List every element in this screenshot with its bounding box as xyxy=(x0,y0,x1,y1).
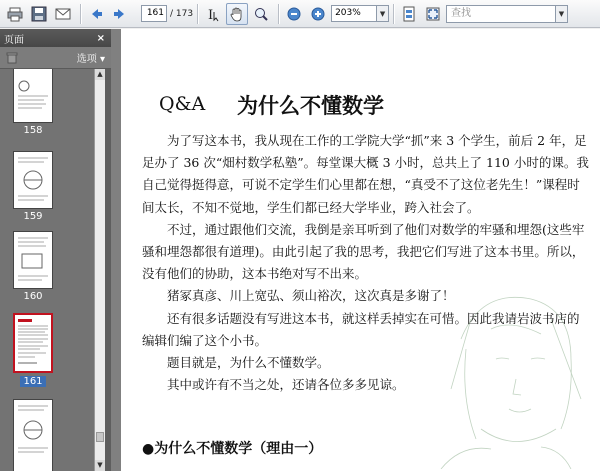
zoom-in-icon[interactable] xyxy=(307,3,329,25)
scroll-up-icon[interactable]: ▲ xyxy=(95,69,105,80)
page-heading: 为什么不懂数学 xyxy=(237,94,384,118)
scrollbar-thumb[interactable] xyxy=(96,432,104,442)
fit-page-icon[interactable] xyxy=(398,3,420,25)
scroll-down-icon[interactable]: ▼ xyxy=(95,460,105,471)
paragraph: 还有很多话题没有写进这本书，就这样丢掉实在可惜。因此我请岩波书店的编辑们编了这个小书。 xyxy=(142,310,580,348)
page-thumbnail-159[interactable] xyxy=(13,151,53,209)
page-thumbnail-160[interactable] xyxy=(13,231,53,289)
zoom-tool-icon[interactable] xyxy=(250,3,272,25)
toolbar-separator xyxy=(197,4,198,24)
close-icon[interactable]: × xyxy=(96,32,105,44)
zoom-level-field[interactable]: 203% xyxy=(331,5,377,22)
panel-header xyxy=(0,29,111,47)
page-total: / 173 xyxy=(170,8,194,19)
qa-label: Q&A xyxy=(159,93,206,115)
panel-title: 页面 xyxy=(4,34,24,46)
zoom-out-icon[interactable] xyxy=(283,3,305,25)
options-menu[interactable]: 选项 ▾ xyxy=(76,54,105,65)
paragraph: 题目就是，为什么不懂数学。 xyxy=(167,355,330,371)
next-page-icon[interactable] xyxy=(109,3,131,25)
text-select-icon[interactable] xyxy=(202,3,224,25)
paragraph: 为了写这本书，我从现在工作的工学院大学“抓”来 3 个学生，前后 2 年，足足办了 36 次“畑村数学私塾”。每堂课大概 3 小时，总共上了 110 小时的课。我自己觉得挺得意，可说不定学生们心里都在想，“真受不了这位老先生！”课程时间太长，不知不觉地，学生们都已经大学毕业，跨入社会了。 xyxy=(142,133,589,215)
hand-tool-icon[interactable] xyxy=(226,3,248,25)
print-icon[interactable] xyxy=(4,3,26,25)
full-screen-icon[interactable] xyxy=(422,3,444,25)
page-thumbnail-158[interactable] xyxy=(13,69,53,123)
paragraph: 猪冢真彦、川上宽弘、须山裕次，这次真是多谢了！ xyxy=(167,288,455,304)
toolbar-separator xyxy=(393,4,394,24)
thumbnail-list xyxy=(0,69,94,471)
pages-panel xyxy=(0,29,111,471)
page-thumbnail-161[interactable] xyxy=(13,313,53,373)
toolbar-separator xyxy=(278,4,279,24)
thumbnail-label-selected: 161 xyxy=(13,376,53,387)
toolbar-separator xyxy=(80,4,81,24)
previous-page-icon[interactable] xyxy=(85,3,107,25)
search-input[interactable]: 查找 xyxy=(446,5,556,23)
thumbnail-label: 158 xyxy=(23,125,43,136)
thumbnail-scrollbar[interactable] xyxy=(94,69,105,471)
pdf-page xyxy=(121,29,600,471)
thumbnail-label: 160 xyxy=(23,291,43,302)
email-icon[interactable] xyxy=(52,3,74,25)
trash-icon[interactable] xyxy=(6,52,18,64)
body-text xyxy=(142,130,590,396)
search-dropdown-icon[interactable]: ▼ xyxy=(556,5,568,23)
page-thumbnail-162[interactable] xyxy=(13,399,53,471)
save-icon[interactable] xyxy=(28,3,50,25)
svg-text:I: I xyxy=(208,7,214,22)
paragraph: 不过，通过跟他们交流，我倒是亲耳听到了他们对数学的牢骚和埋怨(这些牢骚和埋怨都很有道理)。由此引起了我的思考，我把它们写进了这本书里。所以，没有他们的协助，这本书绝对写不出来。 xyxy=(142,221,585,282)
section-heading: ●为什么不懂数学（理由一） xyxy=(142,441,323,457)
toolbar xyxy=(0,0,600,28)
document-view[interactable] xyxy=(111,29,600,471)
chevron-down-icon[interactable]: ▼ xyxy=(377,5,389,22)
thumbnail-label: 159 xyxy=(23,211,43,222)
page-number-input[interactable]: 161 xyxy=(141,5,167,22)
paragraph: 其中或许有不当之处，还请各位多多见谅。 xyxy=(167,377,405,393)
panel-toolbar xyxy=(0,47,111,69)
